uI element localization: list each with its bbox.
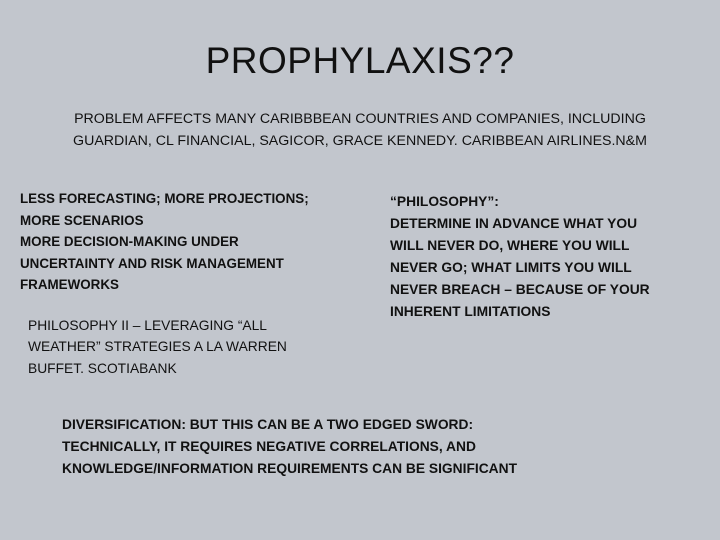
forecasting-block	[20, 188, 350, 296]
philosophy-line: NEVER GO; WHAT LIMITS YOU WILL	[390, 260, 632, 275]
diversification-line: DIVERSIFICATION: BUT THIS CAN BE A TWO EDGED SWORD:	[62, 417, 474, 432]
philosophy-ii-block	[28, 315, 328, 379]
forecasting-line: LESS FORECASTING; MORE PROJECTIONS;	[20, 191, 309, 206]
diversification-line: KNOWLEDGE/INFORMATION REQUIREMENTS CAN BE SIGNIFICANT	[62, 461, 518, 476]
philosophy-ii-line: WEATHER” STRATEGIES A LA WARREN	[28, 339, 287, 355]
forecasting-line: FRAMEWORKS	[20, 277, 119, 292]
philosophy-block	[390, 191, 695, 323]
philosophy-line: WILL NEVER DO, WHERE YOU WILL	[390, 238, 630, 253]
intro-line: GUARDIAN, CL FINANCIAL, SAGICOR, GRACE KENNEDY. CARIBBEAN AIRLINES.N&M	[73, 132, 647, 149]
philosophy-line: “PHILOSOPHY”:	[390, 194, 499, 209]
intro-line: PROBLEM AFFECTS MANY CARIBBBEAN COUNTRIES AND COMPANIES, INCLUDING	[74, 111, 646, 127]
philosophy-line: DETERMINE IN ADVANCE WHAT YOU	[390, 216, 638, 231]
slide-title: PROPHYLAXIS??	[205, 40, 515, 81]
forecasting-line: MORE SCENARIOS	[20, 212, 144, 228]
diversification-block	[62, 414, 622, 480]
diversification-line: TECHNICALLY, IT REQUIRES NEGATIVE CORRELATIONS, AND	[62, 439, 476, 454]
forecasting-line: UNCERTAINTY AND RISK MANAGEMENT	[20, 255, 284, 271]
intro-text	[40, 109, 680, 152]
philosophy-line: NEVER BREACH – BECAUSE OF YOUR	[390, 282, 650, 297]
philosophy-line: INHERENT LIMITATIONS	[390, 304, 551, 319]
philosophy-ii-line: PHILOSOPHY II – LEVERAGING “ALL	[28, 318, 267, 333]
philosophy-ii-line: BUFFET. SCOTIABANK	[28, 360, 177, 376]
forecasting-line: MORE DECISION-MAKING UNDER	[20, 234, 239, 249]
